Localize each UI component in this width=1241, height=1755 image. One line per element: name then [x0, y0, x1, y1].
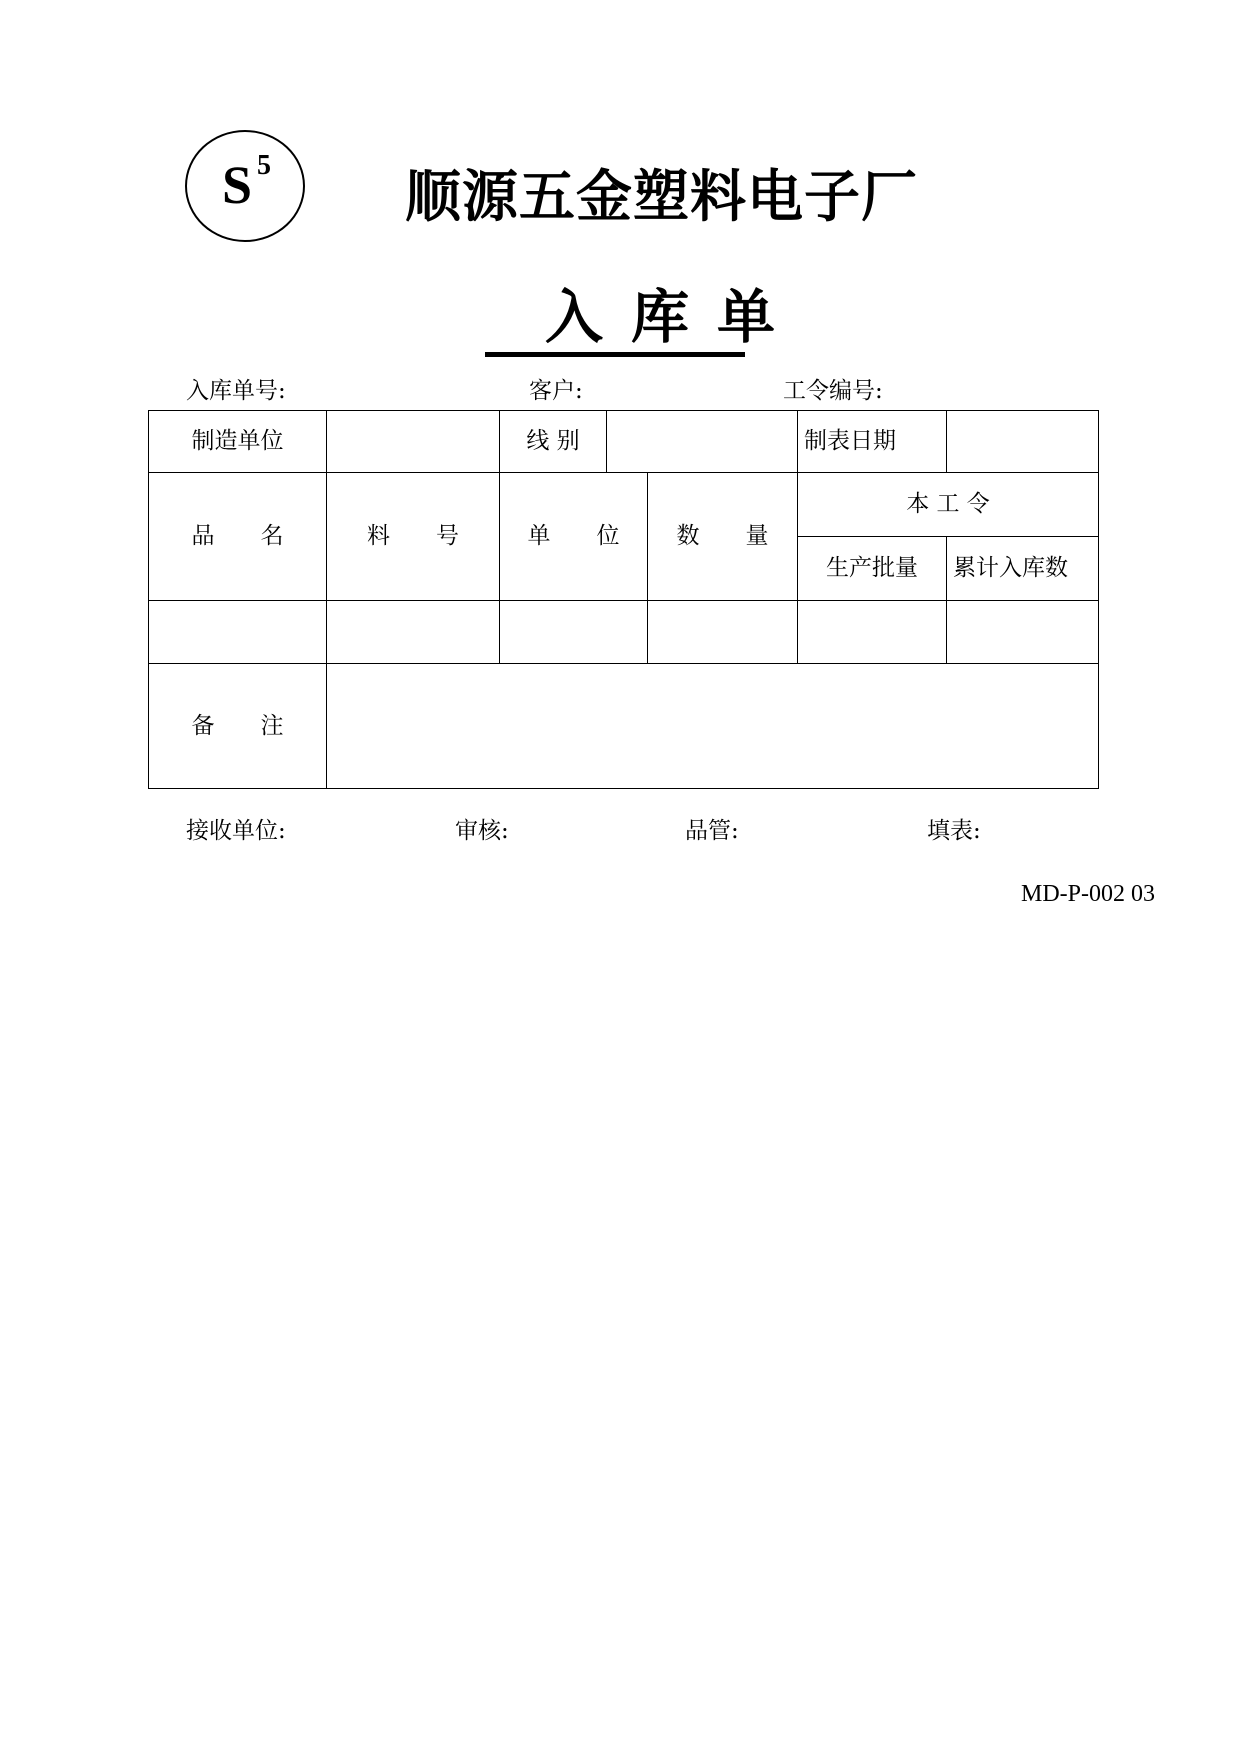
production-batch-cell[interactable]: [798, 601, 947, 664]
manufacturer-label: 制造单位: [149, 411, 327, 473]
company-name: 顺源五金塑料电子厂: [405, 165, 918, 230]
remarks-field[interactable]: [327, 664, 1099, 789]
manufacturer-field[interactable]: [327, 411, 500, 473]
cumulative-in-cell[interactable]: [947, 601, 1099, 664]
logo-letter: S: [222, 155, 253, 215]
form-title: 入库单: [545, 283, 804, 351]
review-label: 审核:: [455, 818, 509, 844]
entry-form-table: [148, 410, 1099, 789]
date-label: 制表日期: [798, 411, 947, 473]
line-label: 线 别: [500, 411, 607, 473]
part-no-header: 料 号: [327, 473, 500, 601]
unit-header: 单 位: [500, 473, 648, 601]
part-no-cell[interactable]: [327, 601, 500, 664]
entry-no-label: 入库单号:: [186, 378, 286, 404]
remarks-row: [149, 664, 1099, 789]
table-row: [149, 601, 1099, 664]
customer-label: 客户:: [529, 378, 583, 404]
logo-superscript: 5: [257, 150, 271, 181]
remarks-label: 备 注: [149, 664, 327, 789]
qc-label: 品管:: [685, 818, 739, 844]
date-field[interactable]: [947, 411, 1099, 473]
filled-by-label: 填表:: [927, 818, 981, 844]
title-underline: [485, 352, 745, 357]
product-name-header: 品 名: [149, 473, 327, 601]
form-code: MD-P-002 03: [1020, 881, 1155, 907]
header-info-row: [149, 411, 1099, 473]
line-field[interactable]: [607, 411, 798, 473]
unit-cell[interactable]: [500, 601, 648, 664]
quantity-cell[interactable]: [648, 601, 798, 664]
company-logo: [185, 130, 305, 242]
receiving-unit-label: 接收单位:: [186, 818, 286, 844]
this-work-order-header: 本 工 令: [798, 473, 1099, 537]
quantity-header: 数 量: [648, 473, 798, 601]
column-header-row-1: [149, 473, 1099, 537]
cumulative-in-header: 累计入库数: [947, 537, 1099, 601]
work-order-no-label: 工令编号:: [783, 378, 883, 404]
production-batch-header: 生产批量: [798, 537, 947, 601]
product-name-cell[interactable]: [149, 601, 327, 664]
